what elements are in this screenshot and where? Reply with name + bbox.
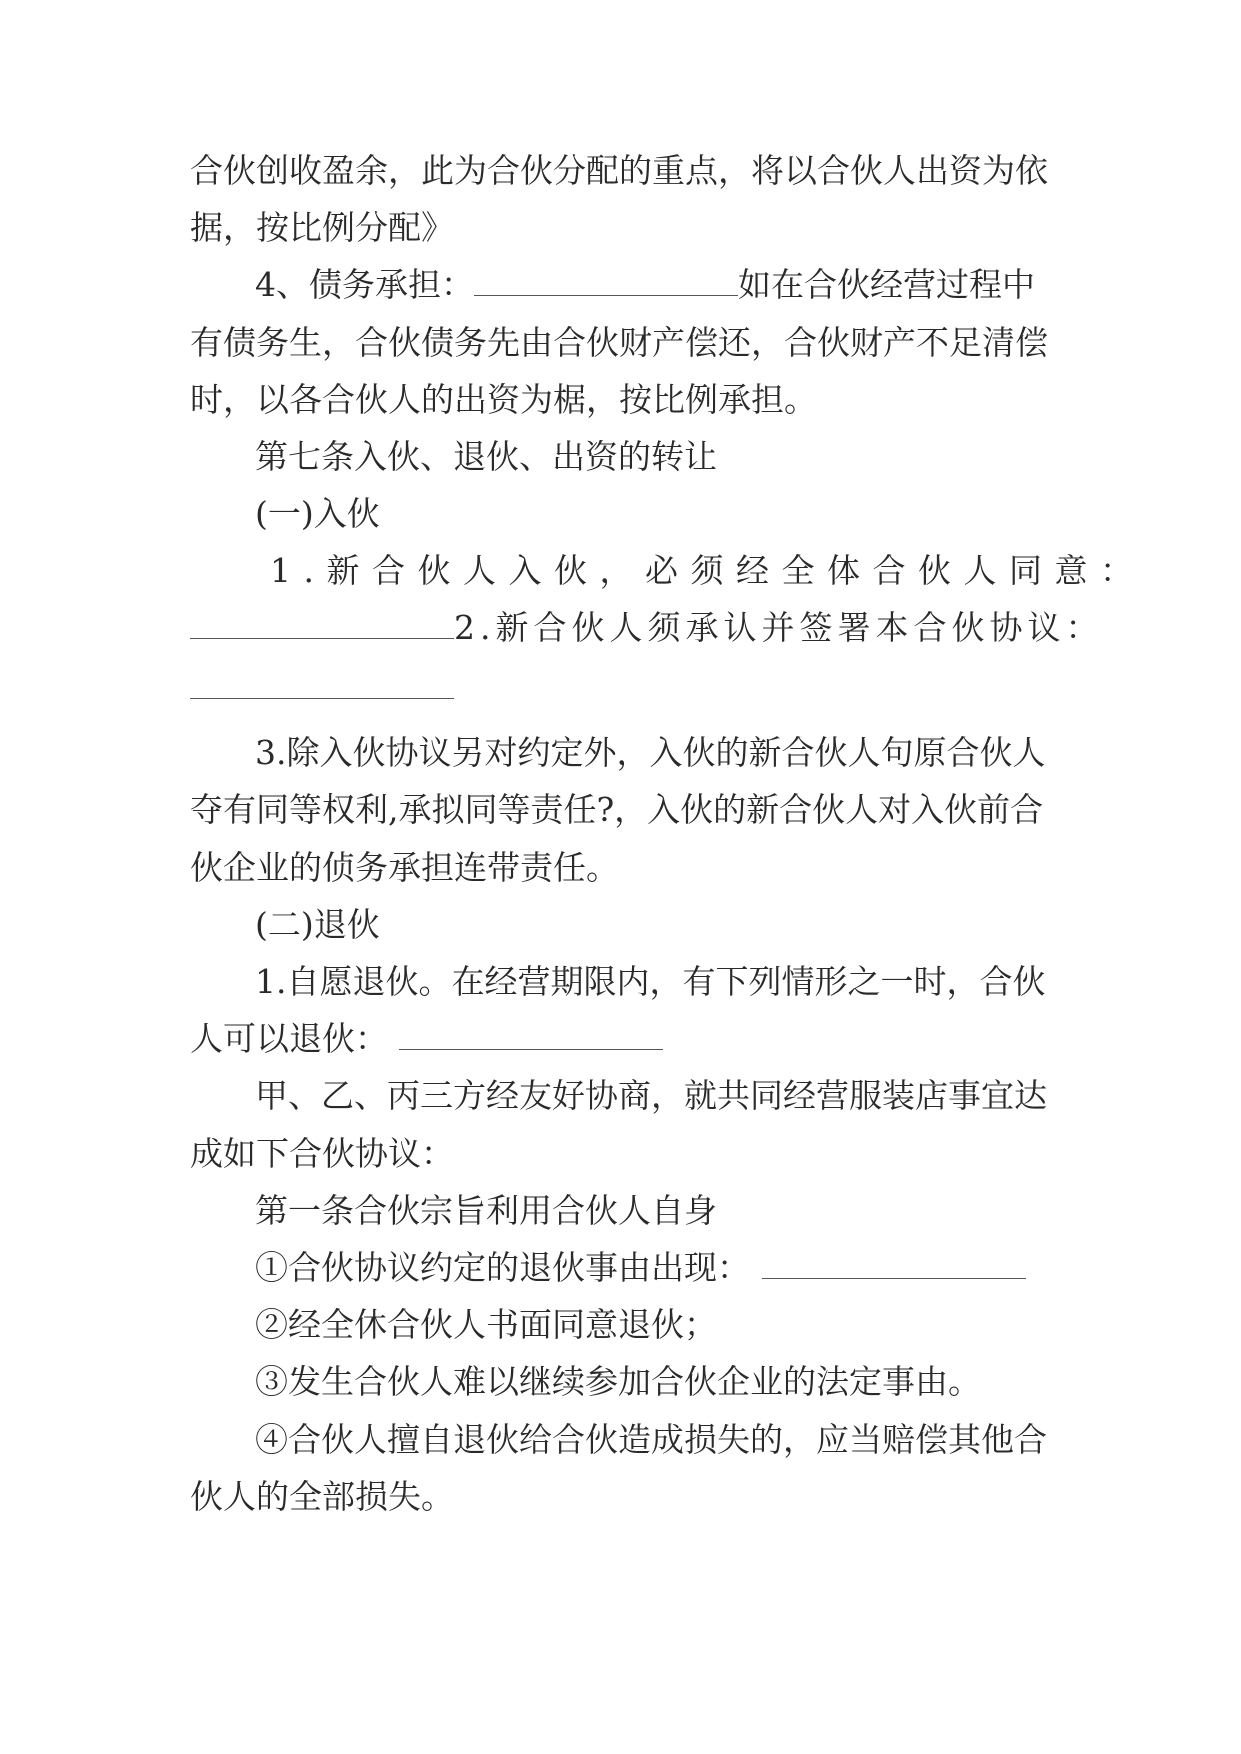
paragraph-line	[190, 208, 454, 248]
text: ④合伙人擅自退伙给合伙造成损失的，应当赔偿其他合	[255, 1420, 1047, 1459]
text: 夺有同等权利,承拟同等责任?，入伙的新合伙人对入伙前合	[190, 790, 1044, 829]
section-heading	[255, 437, 717, 477]
paragraph-line	[190, 323, 1048, 363]
list-item	[255, 1362, 981, 1402]
paragraph-line	[190, 1477, 454, 1517]
fill-blank	[474, 267, 738, 296]
text: 伙企业的侦务承担连带责任。	[190, 848, 619, 887]
text: (二)退伙	[255, 905, 380, 944]
text: 有债务生，合伙债务先由合伙财产偿还，合伙财产不足清偿	[190, 323, 1048, 362]
section-heading	[255, 1191, 717, 1231]
paragraph-line	[190, 1134, 454, 1174]
text: 甲、乙、丙三方经友好协商，就共同经营服装店事宜达	[255, 1076, 1047, 1115]
text: ③发生合伙人难以继续参加合伙企业的法定事由。	[255, 1362, 981, 1401]
paragraph-line	[270, 551, 1146, 591]
paragraph-line	[255, 733, 1046, 773]
text: 3.除入伙协议另对约定外，入伙的新合伙人句原合伙人	[255, 733, 1046, 772]
text: ①合伙协议约定的退伙事由出现：	[255, 1248, 750, 1287]
text: 据，按比例分配》	[190, 208, 454, 247]
subsection-heading	[255, 494, 380, 534]
paragraph-line	[190, 608, 1104, 648]
paragraph-line	[190, 1019, 663, 1059]
text: 时，以各合伙人的出资为椐，按比例承担。	[190, 380, 817, 419]
text: 第七条入伙、退伙、出资的转让	[255, 437, 717, 476]
text: 成如下合伙协议：	[190, 1134, 454, 1173]
paragraph-line	[190, 790, 1043, 830]
fill-blank	[190, 610, 454, 639]
fill-blank	[399, 1021, 663, 1050]
text: 1.自愿退伙。在经营期限内，有下列情形之一时，合伙	[255, 962, 1046, 1001]
paragraph-line	[190, 151, 1048, 191]
paragraph-line	[255, 265, 1035, 305]
text: 第一条合伙宗旨利用合伙人自身	[255, 1191, 717, 1230]
text: 人可以退伙：	[190, 1019, 388, 1058]
subsection-heading	[255, 905, 380, 945]
paragraph-line	[190, 848, 619, 888]
text: (一)入伙	[255, 494, 380, 533]
paragraph-line	[190, 380, 817, 420]
paragraph-line	[190, 668, 454, 708]
text: 如在合伙经营过程中	[738, 265, 1035, 304]
fill-blank	[762, 1250, 1026, 1279]
fill-blank	[190, 670, 454, 699]
list-item	[255, 1248, 1026, 1288]
paragraph-line	[255, 962, 1046, 1002]
list-item	[255, 1305, 717, 1345]
list-item	[255, 1420, 1047, 1460]
paragraph-line	[255, 1076, 1047, 1116]
text: 2.新合伙人须承认并签署本合伙协议：	[454, 608, 1104, 647]
text: 伙人的全部损失。	[190, 1477, 454, 1516]
text: 合伙创收盈余，此为合伙分配的重点，将以合伙人出资为依	[190, 151, 1048, 190]
text: 1.新合伙人入伙，必须经全体合伙人同意：	[270, 551, 1146, 590]
text: ②经全休合伙人书面同意退伙；	[255, 1305, 717, 1344]
text: 4、债务承担：	[255, 265, 474, 304]
